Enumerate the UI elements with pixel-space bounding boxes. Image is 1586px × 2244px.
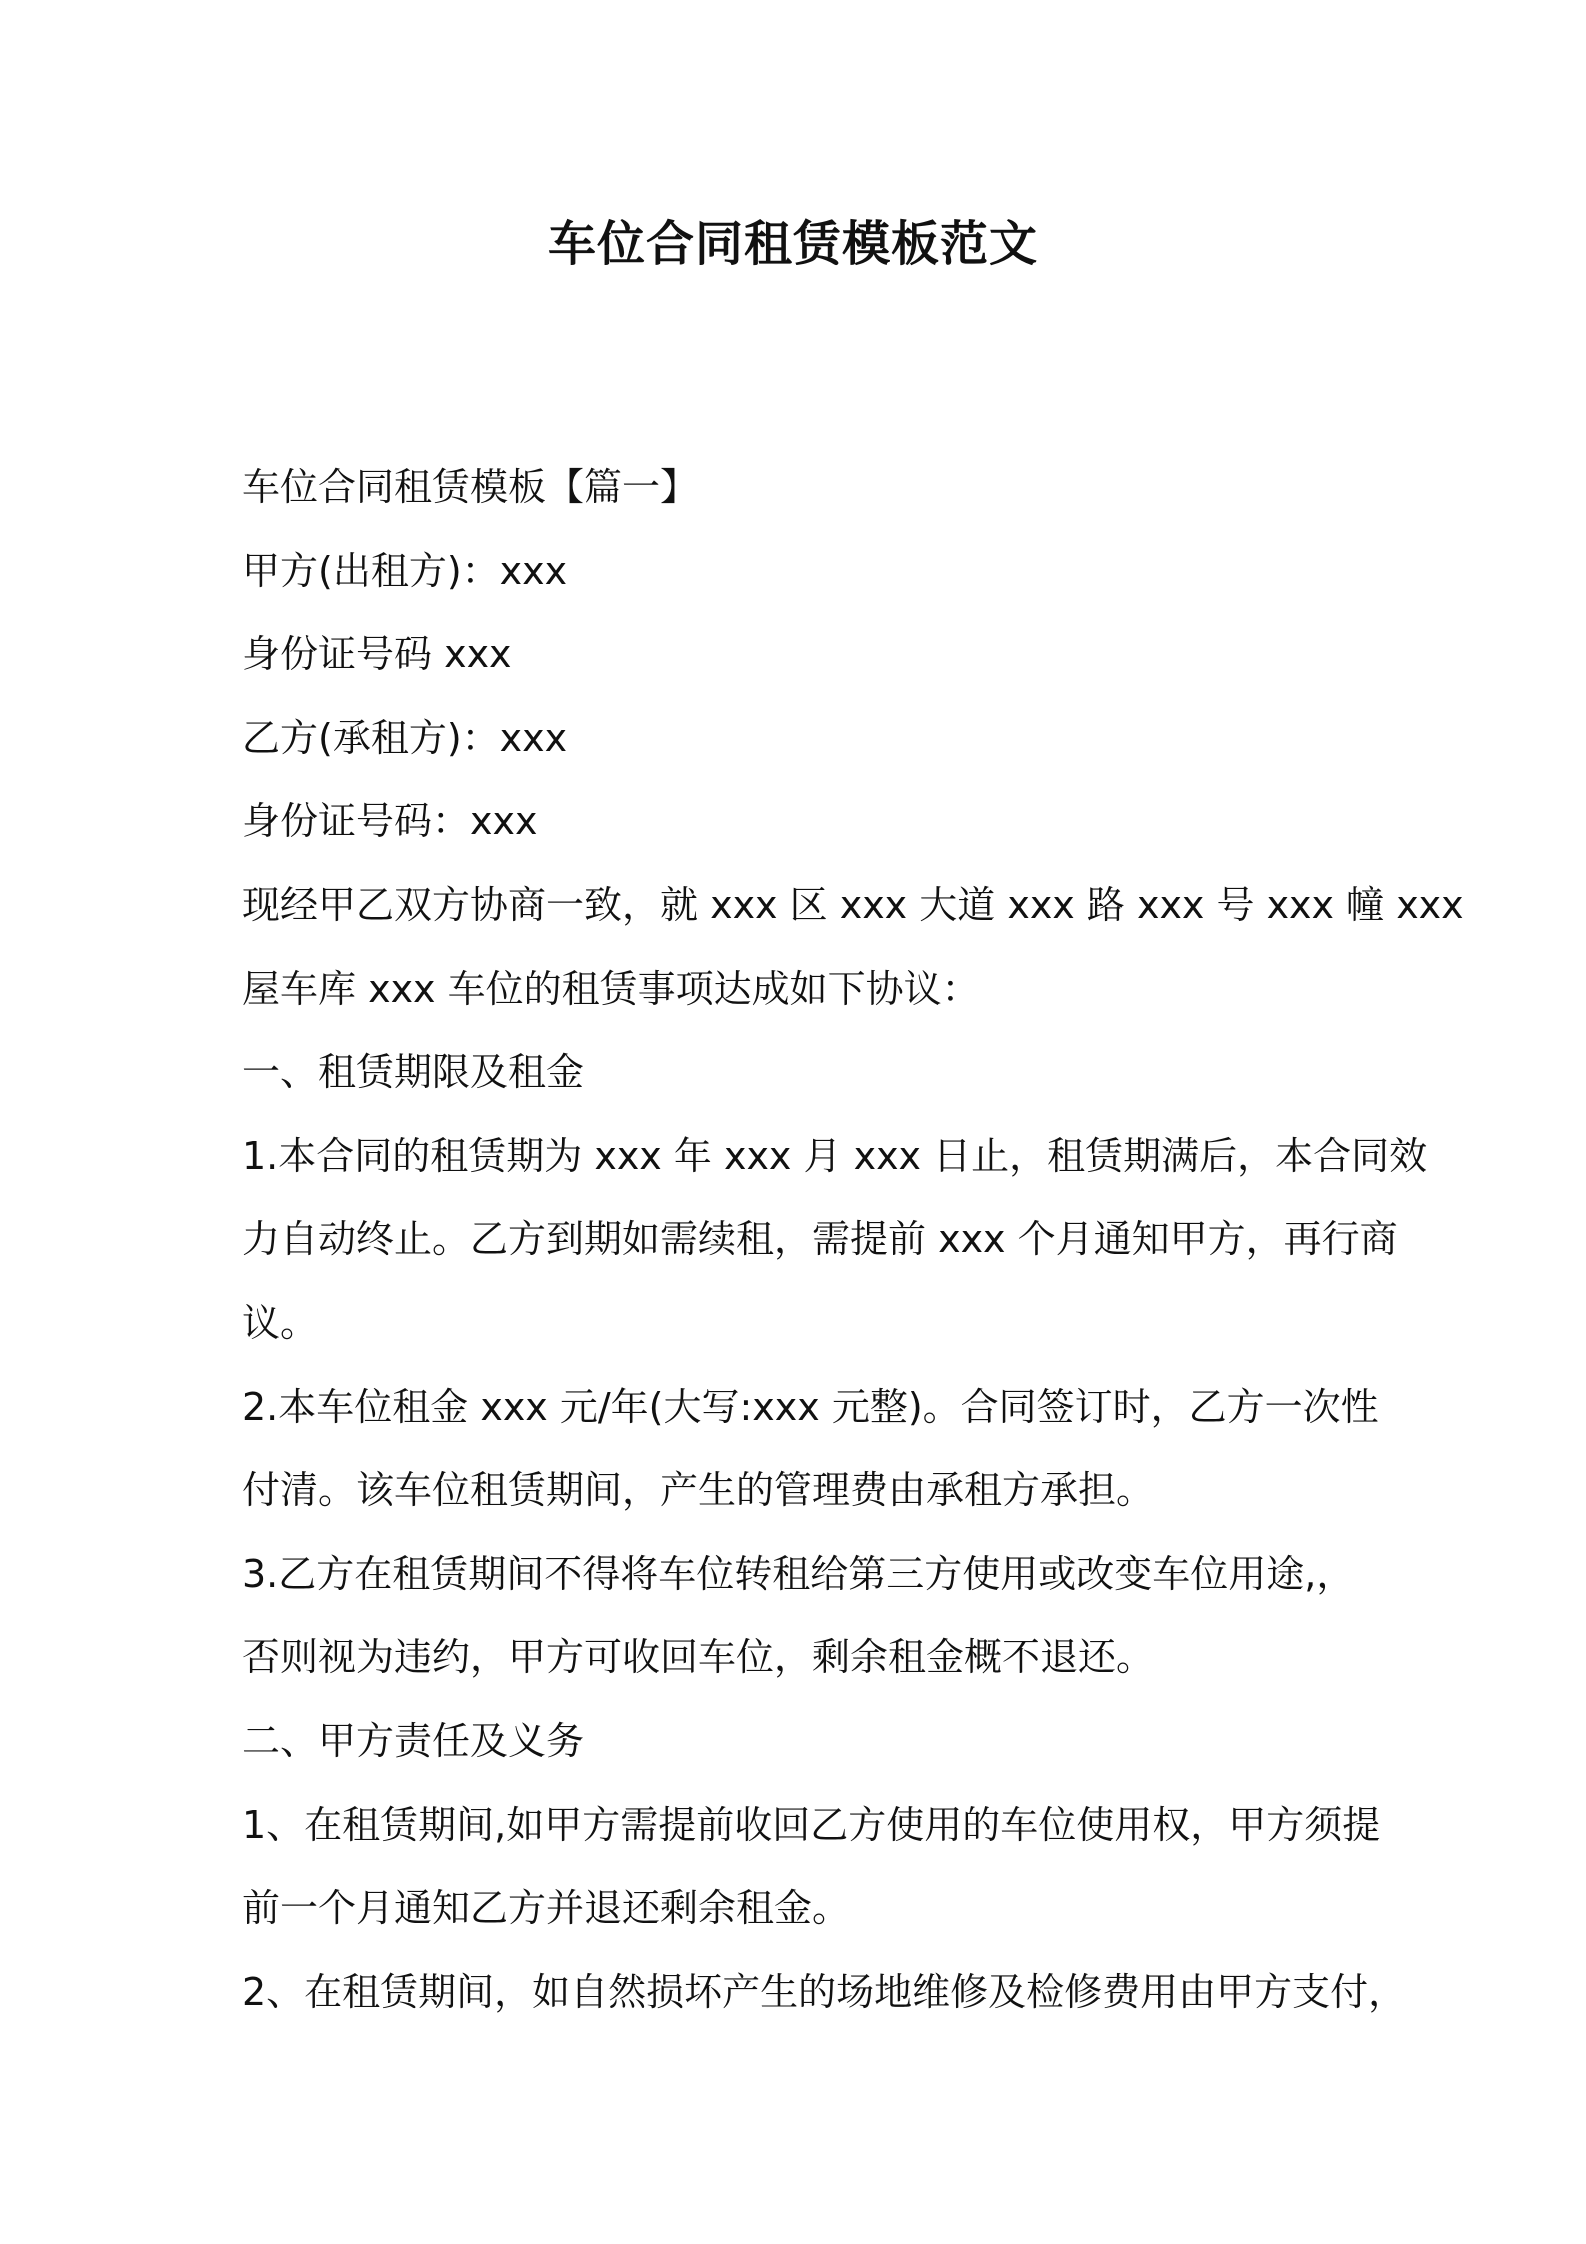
party-b-id-line: 身份证号码：xxx — [242, 799, 538, 844]
paragraph-line: 1.本合同的租赁期为 xxx 年 xxx 月 xxx 日止，租赁期满后，本合同效 — [242, 1133, 1428, 1178]
paragraph-line: 1、在租赁期间,如甲方需提前收回乙方使用的车位使用权，甲方须提 — [242, 1802, 1381, 1847]
paragraph-line: 现经甲乙双方协商一致，就 xxx 区 xxx 大道 xxx 路 xxx 号 xxx 幢 xxx — [242, 882, 1464, 927]
paragraph-line: 3.乙方在租赁期间不得将车位转租给第三方使用或改变车位用途,， — [242, 1551, 1355, 1596]
clause-heading: 一、租赁期限及租金 — [242, 1050, 585, 1095]
paragraph-line: 付清。该车位租赁期间，产生的管理费由承租方承担。 — [242, 1468, 1155, 1513]
paragraph-line: 2.本车位租金 xxx 元/年(大写:xxx 元整)。合同签订时，乙方一次性 — [242, 1384, 1379, 1429]
clause-heading: 二、甲方责任及义务 — [242, 1718, 585, 1763]
paragraph-line: 力自动终止。乙方到期如需续租，需提前 xxx 个月通知甲方，再行商 — [242, 1217, 1398, 1262]
party-a-id-line: 身份证号码 xxx — [242, 632, 512, 677]
party-b-line: 乙方(承租方)：xxx — [242, 715, 568, 760]
section-heading: 车位合同租赁模板【篇一】 — [242, 465, 699, 509]
paragraph-line: 前一个月通知乙方并退还剩余租金。 — [242, 1886, 851, 1931]
paragraph-line: 屋车库 xxx 车位的租赁事项达成如下协议： — [242, 966, 980, 1011]
paragraph-line: 议。 — [242, 1300, 319, 1345]
party-a-line: 甲方(出租方)：xxx — [242, 548, 568, 593]
paragraph-line: 2、在租赁期间，如自然损坏产生的场地维修及检修费用由甲方支付， — [242, 1969, 1407, 2014]
document-body — [242, 446, 1464, 2034]
document-title: 车位合同租赁模板范文 — [547, 216, 1038, 272]
paragraph-line: 否则视为违约，甲方可收回车位，剩余租金概不退还。 — [242, 1635, 1155, 1680]
